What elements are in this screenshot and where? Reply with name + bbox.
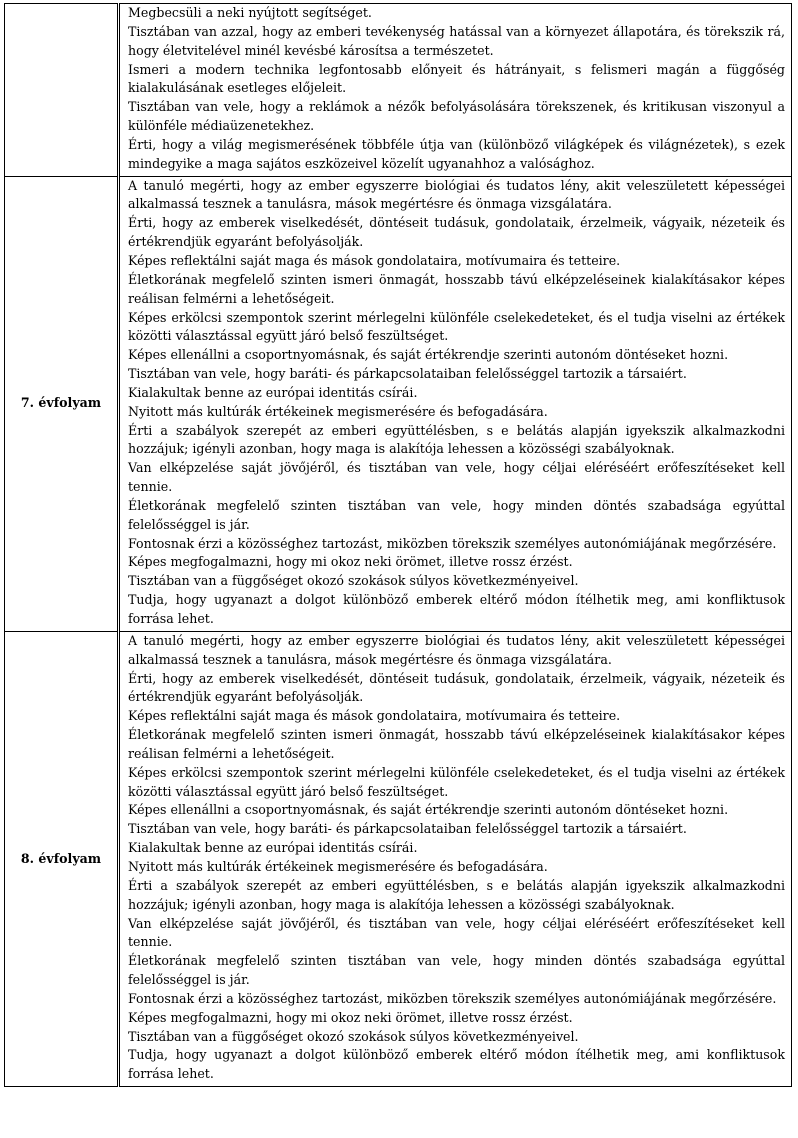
outcome-statement: Képes megfogalmazni, hogy mi okoz neki örömet, illetve rossz érzést.: [128, 1009, 573, 1025]
outcome-statement: Kialakultak benne az európai identitás csírái.: [128, 840, 418, 856]
grade-cell-8: 8. évfolyam: [5, 631, 119, 1086]
outcome-statement: Fontosnak érzi a közösséghez tartozást, miközben törekszik személyes autonómiájának megőrzésére.: [128, 990, 777, 1006]
statements-cell: [119, 631, 792, 1086]
outcome-statement: Képes reflektálni saját maga és mások gondolataira, motívumaira és tetteire.: [128, 708, 621, 724]
outcome-statement: Érti, hogy az emberek viselkedését, döntéseit tudásuk, gondolataik, érzelmeik, vágyaik, nézeteik és értékrendjük egyaránt befolyásolják.: [128, 215, 785, 250]
outcome-statement: Ismeri a modern technika legfontosabb előnyeit és hátrányait, s felismeri magán a függőség kialakulásának esetleges előjeleit.: [128, 61, 785, 96]
grade-cell-7: 7. évfolyam: [5, 176, 119, 631]
outcome-statement: Érti a szabályok szerepét az emberi együttélésben, s e belátás alapján igyekszik alkalmazkodni hozzájuk; igényli azonban, hogy maga is alakítója lehessen a közösségi szabályoknak.: [128, 422, 785, 457]
outcome-statement: Tudja, hogy ugyanazt a dolgot különböző emberek eltérő módon ítélhetik meg, ami konfliktusok forrása lehet.: [128, 1047, 785, 1082]
grade-cell: [5, 4, 119, 177]
outcome-statement: Érti a szabályok szerepét az emberi együttélésben, s e belátás alapján igyekszik alkalmazkodni hozzájuk; igényli azonban, hogy maga is alakítója lehessen a közösségi szabályoknak.: [128, 877, 785, 912]
table-row-grade-8: [5, 631, 792, 1086]
outcomes-table-body: [5, 4, 792, 1087]
outcome-statement: Képes erkölcsi szempontok szerint mérlegelni különféle cselekedeteket, és el tudja viselni az értékek közötti választással együtt járó belső feszültséget.: [128, 309, 785, 344]
outcome-statement: Képes ellenállni a csoportnyomásnak, és saját értékrendje szerinti autonóm döntéseket hozni.: [128, 802, 729, 818]
outcome-statement: Van elképzelése saját jövőjéről, és tisztában van vele, hogy céljai eléréséért erőfeszítéseket kell tennie.: [128, 460, 785, 495]
outcome-statement: Érti, hogy a világ megismerésének többféle útja van (különböző világképek és világnézetek), s ezek mindegyike a maga sajátos eszközeivel közelít ugyanahhoz a valósághoz.: [128, 136, 785, 171]
outcome-statement: Képes megfogalmazni, hogy mi okoz neki örömet, illetve rossz érzést.: [128, 554, 573, 570]
outcome-statement: Van elképzelése saját jövőjéről, és tisztában van vele, hogy céljai eléréséért erőfeszítéseket kell tennie.: [128, 915, 785, 950]
outcome-statement: Képes erkölcsi szempontok szerint mérlegelni különféle cselekedeteket, és el tudja viselni az értékek közötti választással együtt járó belső feszültséget.: [128, 764, 785, 799]
table-row-grade-7: [5, 176, 792, 631]
outcome-statement: Életkorának megfelelő szinten ismeri önmagát, hosszabb távú elképzeléseinek kialakításakor képes reálisan felmérni a lehetőségeit.: [128, 271, 785, 306]
outcome-statement: Képes reflektálni saját maga és mások gondolataira, motívumaira és tetteire.: [128, 252, 621, 268]
outcome-statement: Életkorának megfelelő szinten tisztában van vele, hogy minden döntés szabadsága egyúttal felelősséggel is jár.: [128, 953, 785, 988]
outcome-statement: Nyitott más kultúrák értékeinek megismerésére és befogadására.: [128, 403, 548, 419]
outcomes-table: [4, 3, 792, 1087]
outcome-statement: Megbecsüli a neki nyújtott segítséget.: [128, 5, 372, 20]
statements-cell: [119, 4, 792, 177]
table-row-continuation: [5, 4, 792, 177]
outcome-statement: Nyitott más kultúrák értékeinek megismerésére és befogadására.: [128, 858, 548, 874]
outcome-statement: Kialakultak benne az európai identitás csírái.: [128, 384, 418, 400]
outcome-statement: Tisztában van vele, hogy baráti- és párkapcsolataiban felelősséggel tartozik a társaiért.: [128, 821, 687, 837]
outcome-statement: Tisztában van azzal, hogy az emberi tevékenység hatással van a környezet állapotára, és törekszik rá, hogy életvitelével minél kevésbé károsítsa a természetet.: [128, 23, 785, 58]
outcome-statement: Fontosnak érzi a közösséghez tartozást, miközben törekszik személyes autonómiájának megőrzésére.: [128, 535, 777, 551]
outcome-statement: Tisztában van a függőséget okozó szokások súlyos következményeivel.: [128, 1028, 579, 1044]
outcome-statement: Tisztában van vele, hogy baráti- és párkapcsolataiban felelősséggel tartozik a társaiért.: [128, 366, 687, 382]
outcome-statement: Érti, hogy az emberek viselkedését, döntéseit tudásuk, gondolataik, érzelmeik, vágyaik, nézeteik és értékrendjük egyaránt befolyásolják.: [128, 670, 785, 705]
outcome-statement: Tisztában van a függőséget okozó szokások súlyos következményeivel.: [128, 573, 579, 589]
outcome-statement: Tisztában van vele, hogy a reklámok a nézők befolyásolására törekszenek, és kritikusan viszonyul a különféle médiaüzenetekhez.: [128, 99, 785, 134]
outcome-statement: Képes ellenállni a csoportnyomásnak, és saját értékrendje szerinti autonóm döntéseket hozni.: [128, 347, 729, 363]
outcome-statement: A tanuló megérti, hogy az ember egyszerre biológiai és tudatos lény, akit veleszületett képességei alkalmassá tesznek a tanulásra, mások megértésre és önmaga vizsgálatára.: [128, 177, 785, 212]
outcome-statement: Tudja, hogy ugyanazt a dolgot különböző emberek eltérő módon ítélhetik meg, ami konfliktusok forrása lehet.: [128, 592, 785, 626]
outcome-statement: A tanuló megérti, hogy az ember egyszerre biológiai és tudatos lény, akit veleszületett képességei alkalmassá tesznek a tanulásra, mások megértésre és önmaga vizsgálatára.: [128, 632, 785, 667]
outcome-statement: Életkorának megfelelő szinten ismeri önmagát, hosszabb távú elképzeléseinek kialakításakor képes reálisan felmérni a lehetőségeit.: [128, 727, 785, 761]
outcome-statement: Életkorának megfelelő szinten tisztában van vele, hogy minden döntés szabadsága egyúttal felelősséggel is jár.: [128, 497, 785, 532]
statements-cell: [119, 176, 792, 631]
